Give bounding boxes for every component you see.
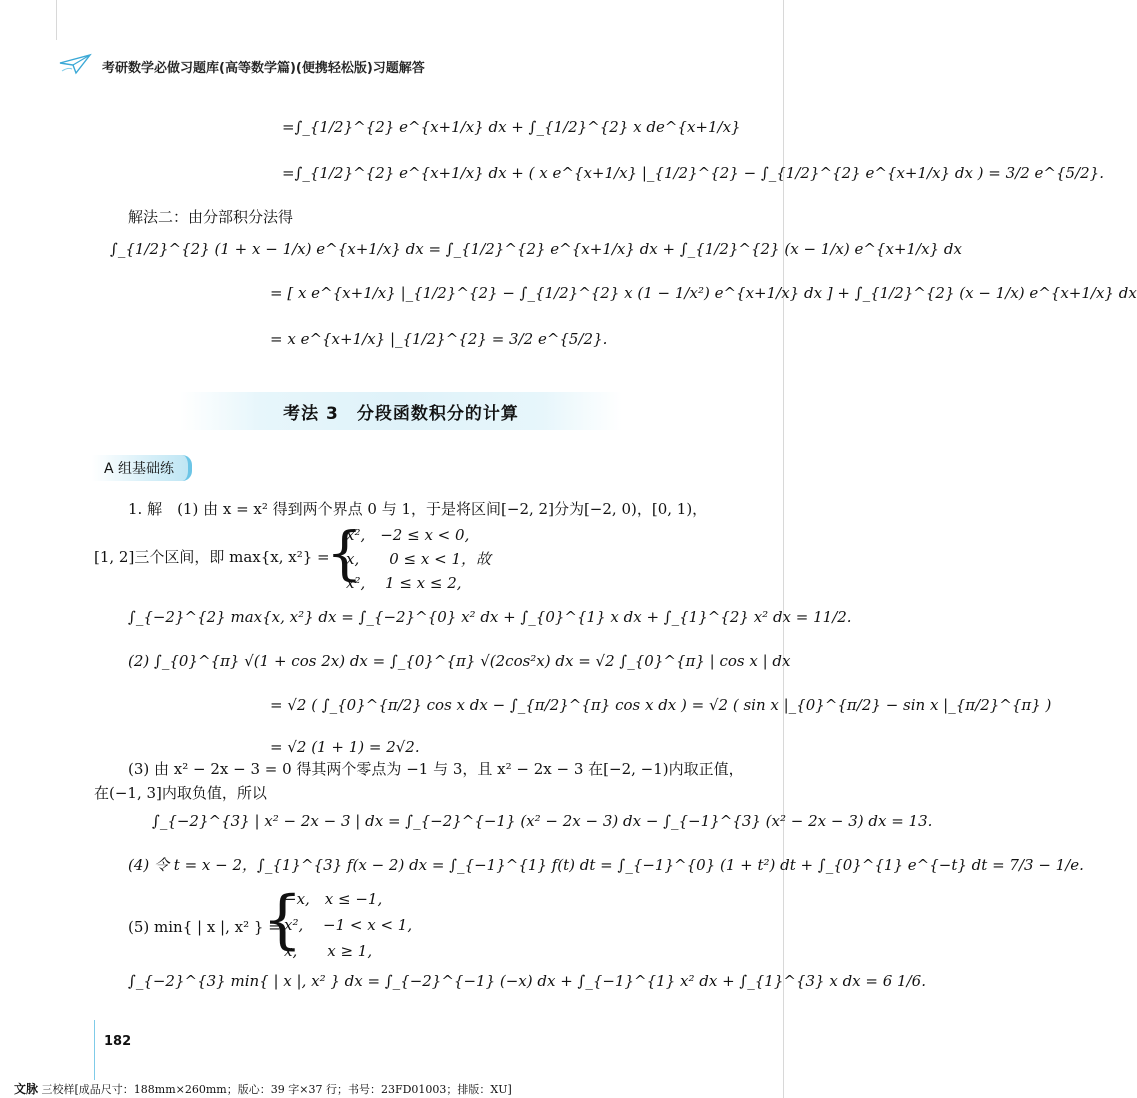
part-5-integral: ∫_{−2}^{3} min{ | x |, x² } dx = ∫_{−2}^{−1} (−x) dx + ∫_{−1}^{1} x² dx + ∫_{1}^{3} x dx = 6 1/6. — [128, 972, 926, 990]
piecewise-2-case-3: x, x ≥ 1, — [284, 942, 373, 960]
piecewise-brace-1: { — [326, 519, 363, 587]
page-number: 182 — [104, 1034, 132, 1049]
print-footer — [14, 1080, 512, 1097]
derivation-line-2: =∫_{1/2}^{2} e^{x+1/x} dx + ( x e^{x+1/x} |_{1/2}^{2} − ∫_{1/2}^{2} e^{x+1/x} dx ) = 3/2 e^{5/2}. — [282, 164, 1104, 182]
header-title: 考研数学必做习题库(高等数学篇)(便携轻松版)习题解答 — [102, 60, 425, 76]
footer-brand: 文脉 — [14, 1082, 39, 1096]
piecewise-1-case-1: x², −2 ≤ x < 0, — [346, 526, 470, 544]
method-two-line-1: ∫_{1/2}^{2} (1 + x − 1/x) e^{x+1/x} dx = ∫_{1/2}^{2} e^{x+1/x} dx + ∫_{1/2}^{2} (x − 1/x) e^{x+1/x} dx — [110, 240, 962, 258]
derivation-line-1: =∫_{1/2}^{2} e^{x+1/x} dx + ∫_{1/2}^{2} x de^{x+1/x} — [282, 118, 741, 136]
section-banner — [180, 392, 622, 430]
part-2-line-1: (2) ∫_{0}^{π} √(1 + cos 2x) dx = ∫_{0}^{π} √(2cos²x) dx = √2 ∫_{0}^{π} | cos x | dx — [128, 652, 791, 670]
top-border-line — [56, 0, 57, 40]
method-two-line-2: = [ x e^{x+1/x} |_{1/2}^{2} − ∫_{1/2}^{2} x (1 − 1/x²) e^{x+1/x} dx ] + ∫_{1/2}^{2} (x − 1/x) e^{x+1/x} dx — [270, 284, 1137, 302]
method-two-label: 解法二：由分部积分法得 — [128, 208, 294, 226]
section-title: 考法 3 分段函数积分的计算 — [283, 403, 519, 424]
problem-1-integral: ∫_{−2}^{2} max{x, x²} dx = ∫_{−2}^{0} x² dx + ∫_{0}^{1} x dx + ∫_{1}^{2} x² dx = 11/2. — [128, 608, 852, 626]
problem-1-line-2: [1, 2]三个区间，即 max{x, x²} = — [94, 548, 330, 566]
part-3-line-1: (3) 由 x² − 2x − 3 = 0 得其两个零点为 −1 与 3，且 x² − 2x − 3 在[−2, −1)内取正值， — [128, 760, 744, 778]
part-2-line-2: = √2 ( ∫_{0}^{π/2} cos x dx − ∫_{π/2}^{π} cos x dx ) = √2 ( sin x |_{0}^{π/2} − sin x |_{π/2}^{π} ) — [270, 696, 1052, 714]
group-tag — [92, 455, 192, 481]
piecewise-1-case-3: x², 1 ≤ x ≤ 2, — [346, 574, 462, 592]
footer-info: 三校样[成品尺寸：188mm×260mm；版心：39 字×37 行；书号：23FD01003；排版：XU] — [41, 1083, 512, 1096]
part-2-line-3: = √2 (1 + 1) = 2√2. — [270, 738, 420, 756]
part-3-line-2: 在(−1, 3]内取负值，所以 — [94, 784, 267, 802]
piecewise-2-case-1: −x, x ≤ −1, — [284, 890, 383, 908]
part-4-line: (4) 令 t = x − 2，∫_{1}^{3} f(x − 2) dx = ∫_{−1}^{1} f(t) dt = ∫_{−1}^{0} (1 + t²) dt + ∫_{0}^{1} e^{−t} dt = 7/3 − 1/e. — [128, 856, 1084, 874]
piecewise-1-case-2: x, 0 ≤ x < 1，故 — [346, 550, 491, 568]
paper-plane-icon — [58, 53, 92, 79]
part-3-integral: ∫_{−2}^{3} | x² − 2x − 3 | dx = ∫_{−2}^{−1} (x² − 2x − 3) dx − ∫_{−1}^{3} (x² − 2x − 3) dx = 13. — [152, 812, 933, 830]
problem-1-line-1: 1. 解 (1) 由 x = x² 得到两个界点 0 与 1，于是将区间[−2, 2]分为[−2, 0)，[0, 1)， — [128, 500, 708, 518]
group-label: A 组基础练 — [104, 461, 175, 477]
piecewise-2-case-2: x², −1 < x < 1, — [284, 916, 413, 934]
part-5-prefix: (5) min{ | x |, x² } = — [128, 918, 281, 936]
running-header — [58, 54, 425, 78]
method-two-line-3: = x e^{x+1/x} |_{1/2}^{2} = 3/2 e^{5/2}. — [270, 330, 608, 348]
piecewise-brace-2: { — [262, 883, 303, 957]
left-margin-line — [94, 1020, 95, 1080]
